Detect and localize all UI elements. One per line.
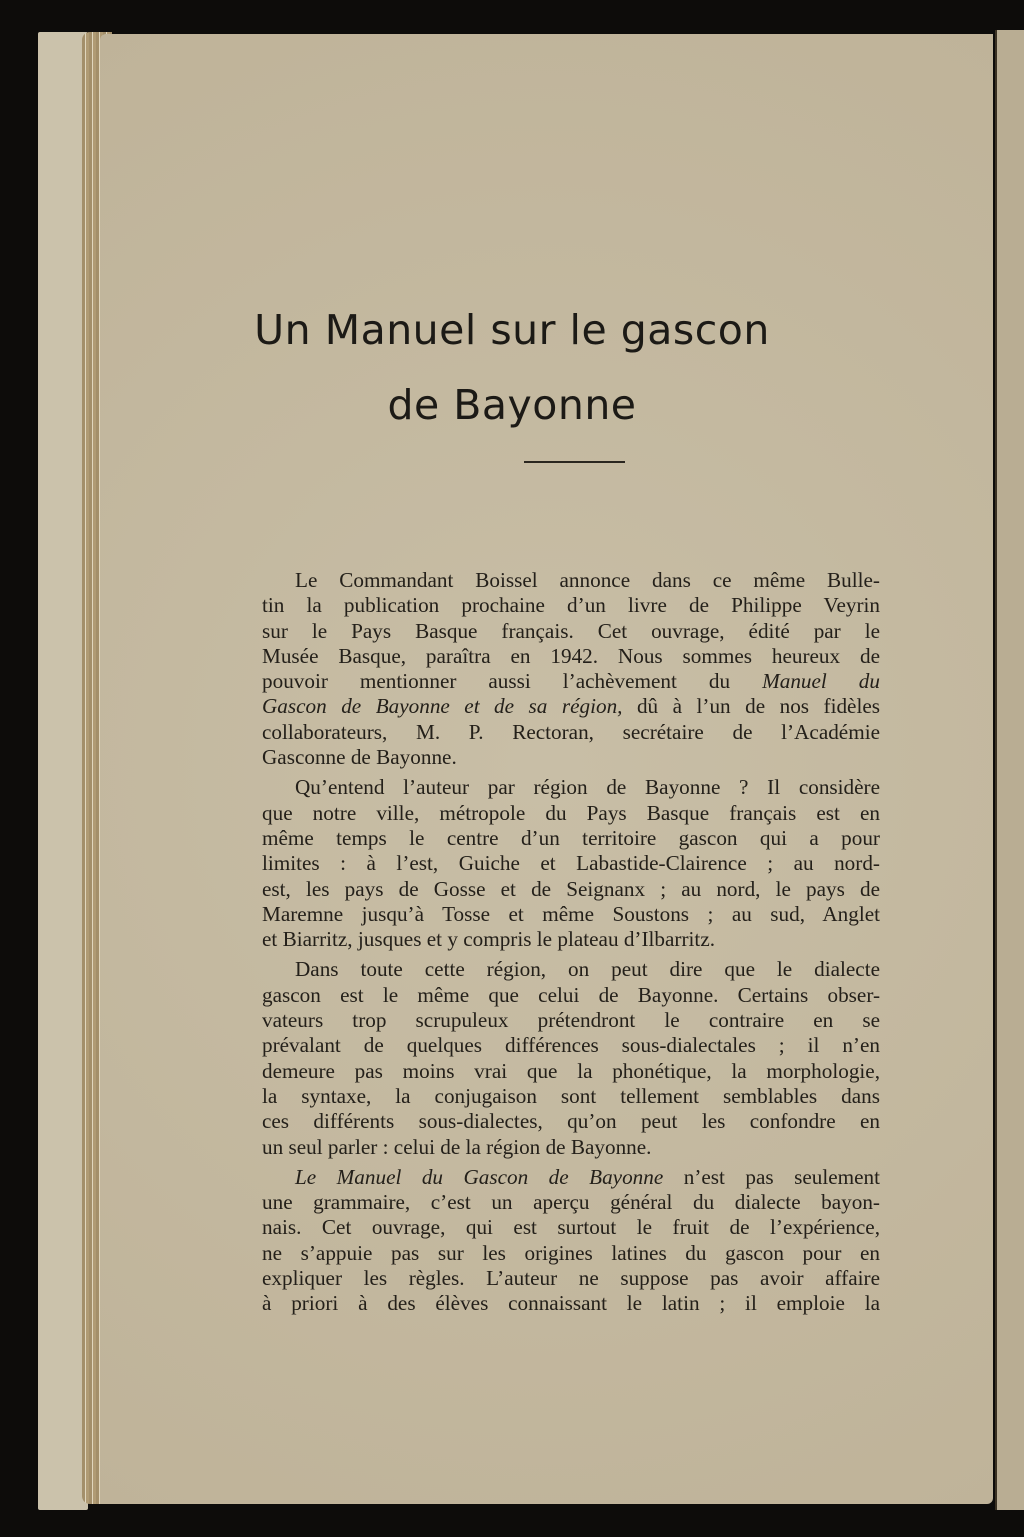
text-segment: à priori à des élèves connaissant le latin ; il emploie la: [262, 1291, 880, 1316]
text-segment: limites : à l’est, Guiche et Labastide-Clairence ; au nord-: [262, 851, 880, 876]
text-line: [262, 1190, 880, 1215]
text-line: [262, 957, 880, 982]
article-title-line-1: Un Manuel sur le gascon: [254, 306, 770, 354]
text-line: [262, 745, 880, 770]
text-line: [262, 1033, 880, 1058]
text-line: [262, 1215, 880, 1240]
text-segment: tin la publication prochaine d’un livre de Philippe Veyrin: [262, 593, 880, 618]
text-line: [262, 669, 880, 694]
text-segment: que notre ville, métropole du Pays Basque français est en: [262, 800, 880, 825]
text-line: [262, 1059, 880, 1084]
paragraph: [262, 775, 880, 952]
italic-title-text: Le Manuel du Gascon de Bayonne: [295, 1164, 664, 1189]
text-line: [262, 1135, 880, 1160]
text-line: [262, 568, 880, 593]
next-page-edge: [995, 30, 1024, 1510]
text-line: [262, 1241, 880, 1266]
text-segment: une grammaire, c’est un aperçu général du dialecte bayon-: [262, 1190, 880, 1215]
text-line: [262, 801, 880, 826]
text-line: [262, 1266, 880, 1291]
text-line: [262, 644, 880, 669]
text-segment: dû à l’un de nos fidèles: [622, 694, 880, 719]
text-line: [262, 593, 880, 618]
text-segment: pouvoir mentionner aussi l’achèvement du: [262, 669, 763, 694]
text-segment: vateurs trop scrupuleux prétendront le contraire en se: [262, 1008, 880, 1033]
text-segment: la syntaxe, la conjugaison sont tellement semblables dans: [262, 1083, 880, 1108]
text-segment: ne s’appuie pas sur les origines latines du gascon pour en: [262, 1240, 880, 1265]
text-line: [262, 720, 880, 745]
text-line: [262, 694, 880, 719]
text-segment: Musée Basque, paraîtra en 1942. Nous sommes heureux de: [262, 643, 880, 668]
text-line: [262, 1109, 880, 1134]
paragraph: [262, 957, 880, 1159]
text-line: [262, 775, 880, 800]
text-line: [262, 619, 880, 644]
article-title-line-2: de Bayonne: [387, 381, 637, 429]
text-segment: un seul parler : celui de la région de Bayonne.: [262, 1134, 652, 1159]
text-segment: Dans toute cette région, on peut dire que le dialecte: [295, 957, 880, 982]
text-line: [262, 1008, 880, 1033]
text-line: [262, 902, 880, 927]
text-segment: expliquer les règles. L’auteur ne suppose pas avoir affaire: [262, 1266, 880, 1291]
text-segment: Le Commandant Boissel annonce dans ce même Bulle-: [295, 568, 880, 592]
text-segment: Gasconne de Bayonne.: [262, 745, 457, 770]
text-segment: Qu’entend l’auteur par région de Bayonne ? Il considère: [295, 775, 880, 800]
article-body: [262, 568, 880, 1322]
text-segment: gascon est le même que celui de Bayonne. Certains obser-: [262, 982, 880, 1007]
text-line: [262, 851, 880, 876]
text-line: [262, 826, 880, 851]
text-segment: Maremne jusqu’à Tosse et même Soustons ; au sud, Anglet: [262, 901, 880, 926]
text-line: [262, 877, 880, 902]
paragraph: [262, 568, 880, 770]
text-segment: prévalant de quelques différences sous-dialectales ; il n’en: [262, 1033, 880, 1058]
text-segment: collaborateurs, M. P. Rectoran, secrétaire de l’Académie: [262, 719, 880, 744]
text-segment: demeure pas moins vrai que la phonétique, la morphologie,: [262, 1058, 880, 1083]
text-line: [262, 1165, 880, 1190]
paragraph: [262, 1165, 880, 1317]
text-segment: est, les pays de Gosse et de Seignanx ; au nord, le pays de: [262, 876, 880, 901]
title-divider: [524, 461, 625, 463]
text-segment: n’est pas seulement: [663, 1164, 881, 1189]
text-segment: nais. Cet ouvrage, qui est surtout le fruit de l’expérience,: [262, 1215, 880, 1240]
text-segment: sur le Pays Basque français. Cet ouvrage, édité par le: [262, 618, 880, 643]
text-line: [262, 1291, 880, 1316]
text-segment: même temps le centre d’un territoire gascon qui a pour: [262, 825, 880, 850]
text-line: [262, 927, 880, 952]
italic-title-text: Manuel du: [762, 669, 880, 694]
text-line: [262, 983, 880, 1008]
italic-title-text: Gascon de Bayonne et de sa région,: [262, 694, 623, 719]
book-cover-edge: [38, 32, 88, 1510]
text-segment: ces différents sous-dialectes, qu’on peut les confondre en: [262, 1109, 880, 1134]
text-line: [262, 1084, 880, 1109]
text-segment: et Biarritz, jusques et y compris le plateau d’Ilbarritz.: [262, 927, 716, 952]
